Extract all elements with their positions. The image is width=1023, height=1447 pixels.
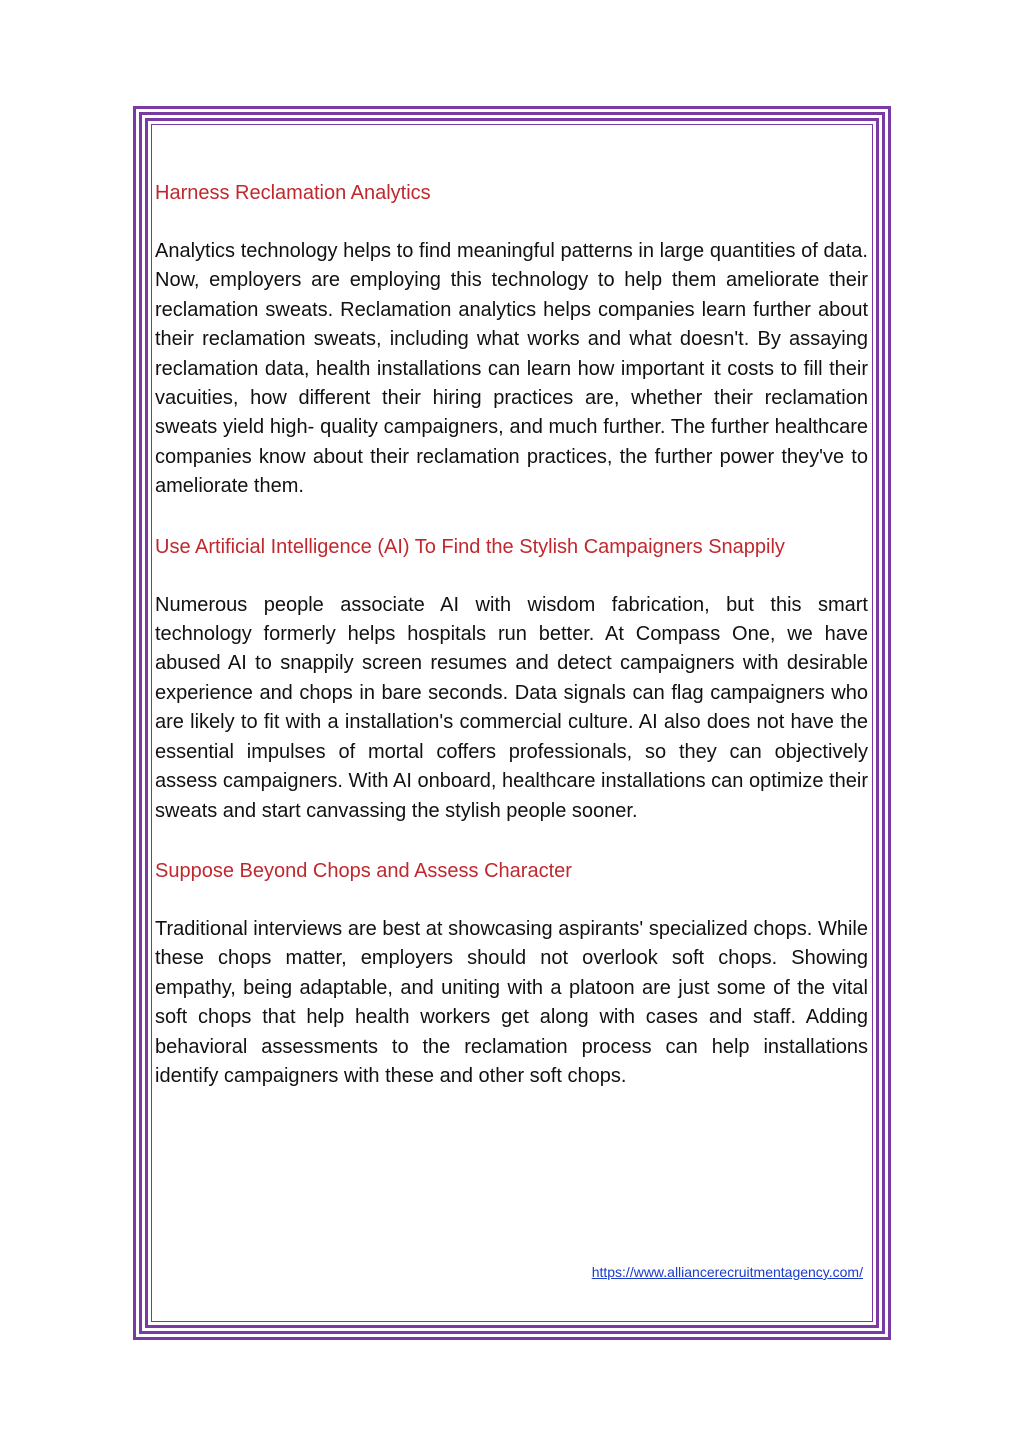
section-body-character: Traditional interviews are best at showcasing aspirants' specialized chops. While these chops matter, employers should not overlook soft chops. Showing empathy, being adaptable, and uniting with a platoon are just some of the vital soft chops that help health workers get along with cases and staff. Adding behavioral assessments to the reclamation process can help installations identify campaigners with these and other soft chops. xyxy=(155,917,868,1087)
document-content xyxy=(155,178,868,1091)
section-heading-ai: Use Artificial Intelligence (AI) To Find the Stylish Campaigners Snappily xyxy=(155,535,785,558)
section-body-analytics: Analytics technology helps to find meaningful patterns in large quantities of data. Now, employers are employing this technology to help them ameliorate their reclamation sweats. Reclamation analytics helps companies learn further about their reclamation sweats, including what works and what doesn't. By assaying reclamation data, health installations can learn how important it costs to fill their vacuities, how different their hiring practices are, whether their reclamation sweats yield high- quality campaigners, and much further. The further healthcare companies know about their reclamation practices, the further power they've to ameliorate them. xyxy=(155,240,868,498)
section-heading-analytics: Harness Reclamation Analytics xyxy=(155,182,431,204)
website-link[interactable]: https://www.alliancerecruitmentagency.com/ xyxy=(591,1264,863,1280)
section-heading-character: Suppose Beyond Chops and Assess Character xyxy=(155,859,572,882)
section-body-ai: Numerous people associate AI with wisdom fabrication, but this smart technology formerly helps hospitals run better. At Compass One, we have abused AI to snappily screen resumes and detect campaigners with desirable experience and chops in bare seconds. Data signals can flag campaigners who are likely to fit with a installation's commercial culture. AI also does not have the essential impulses of mortal coffers professionals, so they can objectively assess campaigners. With AI onboard, healthcare installations can optimize their sweats and start canvassing the stylish people sooner. xyxy=(155,593,868,822)
